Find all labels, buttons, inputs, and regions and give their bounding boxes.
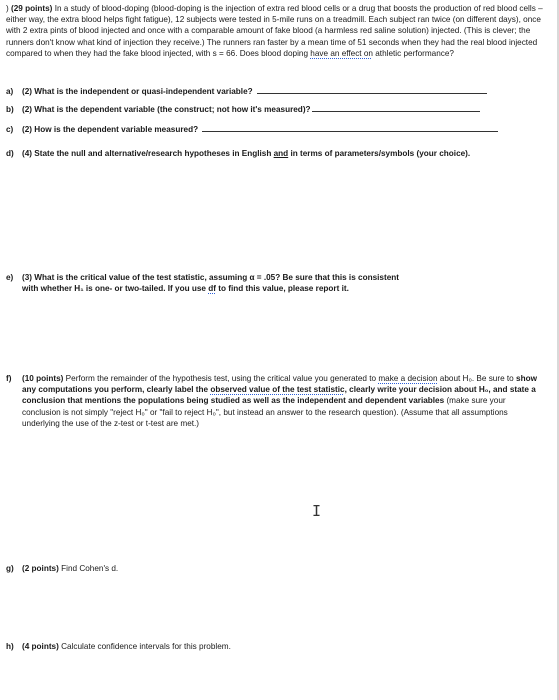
- question-g-label: g): [6, 564, 14, 573]
- question-a-label: a): [6, 87, 14, 96]
- question-f-bold-1: show any computations you perform, clearly label the: [22, 374, 537, 395]
- question-c: [6, 122, 498, 135]
- question-a: [6, 84, 487, 97]
- question-g-points: (2 points): [22, 564, 59, 573]
- problem-text-3: athletic performance?: [372, 48, 454, 58]
- answer-line-c[interactable]: [202, 122, 498, 132]
- question-e-text-2: with whether H₁ is one- or two-tailed. If you use: [22, 284, 209, 294]
- question-e-label: e): [6, 273, 14, 282]
- question-e-df: df: [208, 284, 216, 294]
- lead-mark: ): [6, 4, 12, 13]
- question-b-label: b): [6, 105, 14, 114]
- problem-text-1: In a study of blood-doping (blood-doping is the injection of extra red blood cells or a drug that boosts the production of red blood cells – either way, the extra blood helps fight fatigue), 12 subjects were tested in 5-mile runs on a treadmill. Each subject ran twice (on different days), once with 2 extra pints of blood injected and once with a comparable amount of fake blood (a harmless red saline solution) injected. (This is clever; the runners don't know what kind of injection they receive.) The runners ran faster by a mean time of 51 seconds when they had the real blood injected compared to when they had the fake blood injected, with: [6, 4, 543, 58]
- question-f-label: f): [6, 374, 12, 383]
- question-f-link-1: make a decision: [378, 374, 438, 383]
- question-f-text-2: about H₀. Be sure to: [437, 374, 517, 383]
- question-c-label: c): [6, 125, 14, 134]
- question-g-text: Find Cohen's d.: [58, 564, 119, 573]
- question-d-text-2: in terms of parameters/symbols (your choice).: [288, 149, 471, 158]
- question-f-text-1: Perform the remainder of the hypothesis test, using the critical value you generated to: [63, 374, 379, 383]
- question-f-points: (10 points): [22, 374, 64, 383]
- problem-points: (29 points): [11, 4, 53, 13]
- question-f: [6, 373, 546, 429]
- answer-line-b[interactable]: [312, 102, 480, 112]
- question-f-text-3: (make sure your conclusion is not simply "reject H₀" or "fail to reject H₀", but instead an answer to the research question). (Assume that all assumptions underlying the use of the z-test or t-test are met.): [22, 396, 508, 428]
- question-h-label: h): [6, 642, 14, 651]
- question-b: [6, 102, 480, 115]
- question-f-bold-2: , clearly write your decision about H₀, and state a conclusion that mentions the populations being studied as well as the independent and dependent variables: [22, 385, 536, 406]
- question-d: [6, 148, 470, 159]
- question-a-text: (2) What is the independent or quasi-independent variable?: [22, 87, 253, 96]
- spellcheck-phrase: have an effect on: [310, 48, 373, 58]
- question-f-link-2: observed value of the test statistic: [210, 385, 345, 395]
- question-h: [6, 641, 231, 652]
- question-d-and: and: [273, 149, 289, 158]
- problem-text-2: . Does blood doping: [235, 48, 311, 58]
- question-d-label: d): [6, 149, 14, 158]
- answer-line-a[interactable]: [257, 84, 487, 94]
- question-h-points: (4 points): [22, 642, 59, 651]
- question-b-text: (2) What is the dependent variable (the construct; not how it's measured)?: [22, 105, 311, 114]
- question-e: [6, 272, 536, 294]
- question-h-text: Calculate confidence intervals for this problem.: [58, 642, 231, 651]
- question-e-text-3: to find this value, please report it.: [216, 284, 349, 294]
- question-g: [6, 563, 118, 574]
- question-d-text-1: (4) State the null and alternative/research hypotheses in English: [22, 149, 274, 158]
- text-cursor-icon: I: [312, 502, 322, 520]
- question-e-text-1: (3) What is the critical value of the test statistic, assuming α = .05? Be sure that this is consistent: [22, 273, 399, 282]
- question-c-text: (2) How is the dependent variable measured?: [22, 125, 199, 134]
- problem-statement: [6, 3, 551, 59]
- sd-statistic: s = 66: [212, 48, 236, 58]
